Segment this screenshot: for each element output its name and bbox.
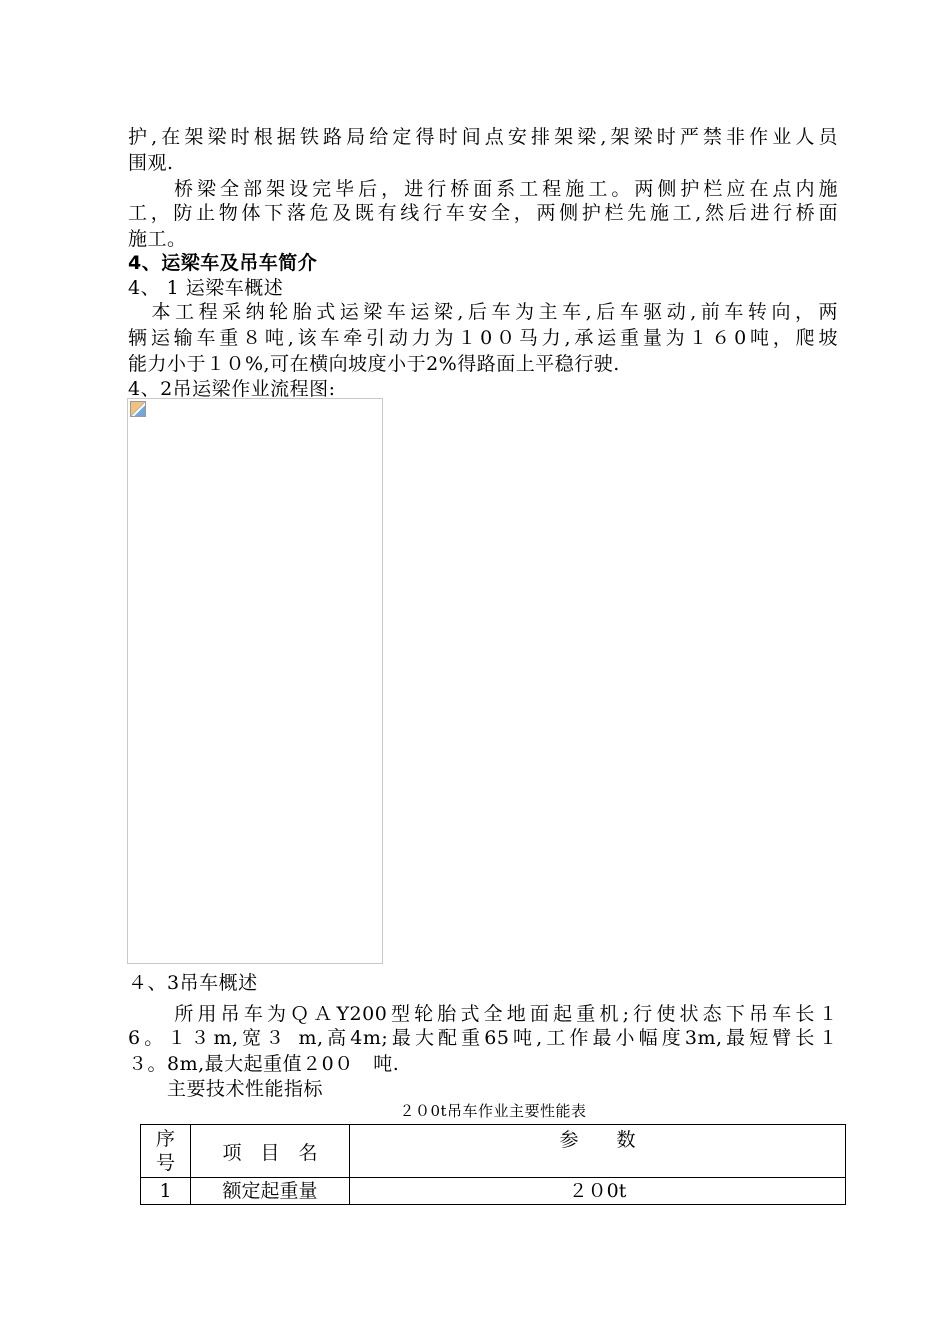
table-row bbox=[141, 1178, 846, 1205]
paragraph-line: 护,在架梁时根据铁路局给定得时间点安排架梁,架梁时严禁非作业人员 bbox=[128, 126, 838, 148]
cell-item: 额定起重量 bbox=[191, 1178, 350, 1205]
paragraph-line: 能力小于１０%,可在横向坡度小于2%得路面上平稳行驶. bbox=[128, 353, 620, 375]
paragraph-line: ３。8m,最大起重值２0０ 吨. bbox=[128, 1053, 400, 1075]
table-header-row bbox=[141, 1125, 846, 1178]
paragraph-line: 主要技术性能指标 bbox=[128, 1078, 324, 1100]
flowchart-image-placeholder bbox=[127, 398, 383, 964]
broken-image-icon bbox=[130, 401, 146, 417]
cell-no: 1 bbox=[141, 1178, 191, 1205]
section-heading: 4、运梁车及吊车简介 bbox=[128, 252, 318, 274]
subsection-title: ４、3吊车概述 bbox=[128, 972, 258, 994]
paragraph-line: 桥梁全部架设完毕后，进行桥面系工程施工。两侧护栏应在点内施 bbox=[128, 178, 838, 200]
cell-param: ２０0t bbox=[350, 1178, 846, 1205]
paragraph-line: 6。１３m,宽３ m,高4m;最大配重65吨,工作最小幅度3m,最短臂长１ bbox=[128, 1027, 838, 1049]
paragraph-line: 围观. bbox=[128, 152, 174, 174]
header-cell-param: 参 数 bbox=[350, 1125, 846, 1178]
header-no-line2: 号 bbox=[155, 1152, 175, 1174]
paragraph-line: 工，防止物体下落危及既有线行车安全，两侧护栏先施工,然后进行桥面 bbox=[128, 202, 838, 224]
header-cell-item: 项 目 名 bbox=[191, 1125, 350, 1178]
header-no-line1: 序 bbox=[155, 1128, 175, 1150]
table-caption: ２０0t吊车作业主要性能表 bbox=[399, 1102, 587, 1120]
paragraph-line: 辆运输车重８吨,该车牵引动力为１0０马力,承运重量为１６0吨，爬坡 bbox=[128, 327, 838, 349]
header-cell-no bbox=[141, 1125, 191, 1178]
subsection-title: 4、2吊运梁作业流程图: bbox=[128, 378, 336, 400]
performance-table bbox=[140, 1124, 846, 1205]
subsection-title: 4、 1 运梁车概述 bbox=[128, 277, 284, 299]
paragraph-line: 施工。 bbox=[128, 228, 187, 250]
paragraph-line: 本工程采纳轮胎式运梁车运梁,后车为主车,后车驱动,前车转向，两 bbox=[128, 301, 838, 323]
paragraph-line: 所用吊车为ＱＡY200型轮胎式全地面起重机;行使状态下吊车长１ bbox=[128, 1003, 838, 1025]
